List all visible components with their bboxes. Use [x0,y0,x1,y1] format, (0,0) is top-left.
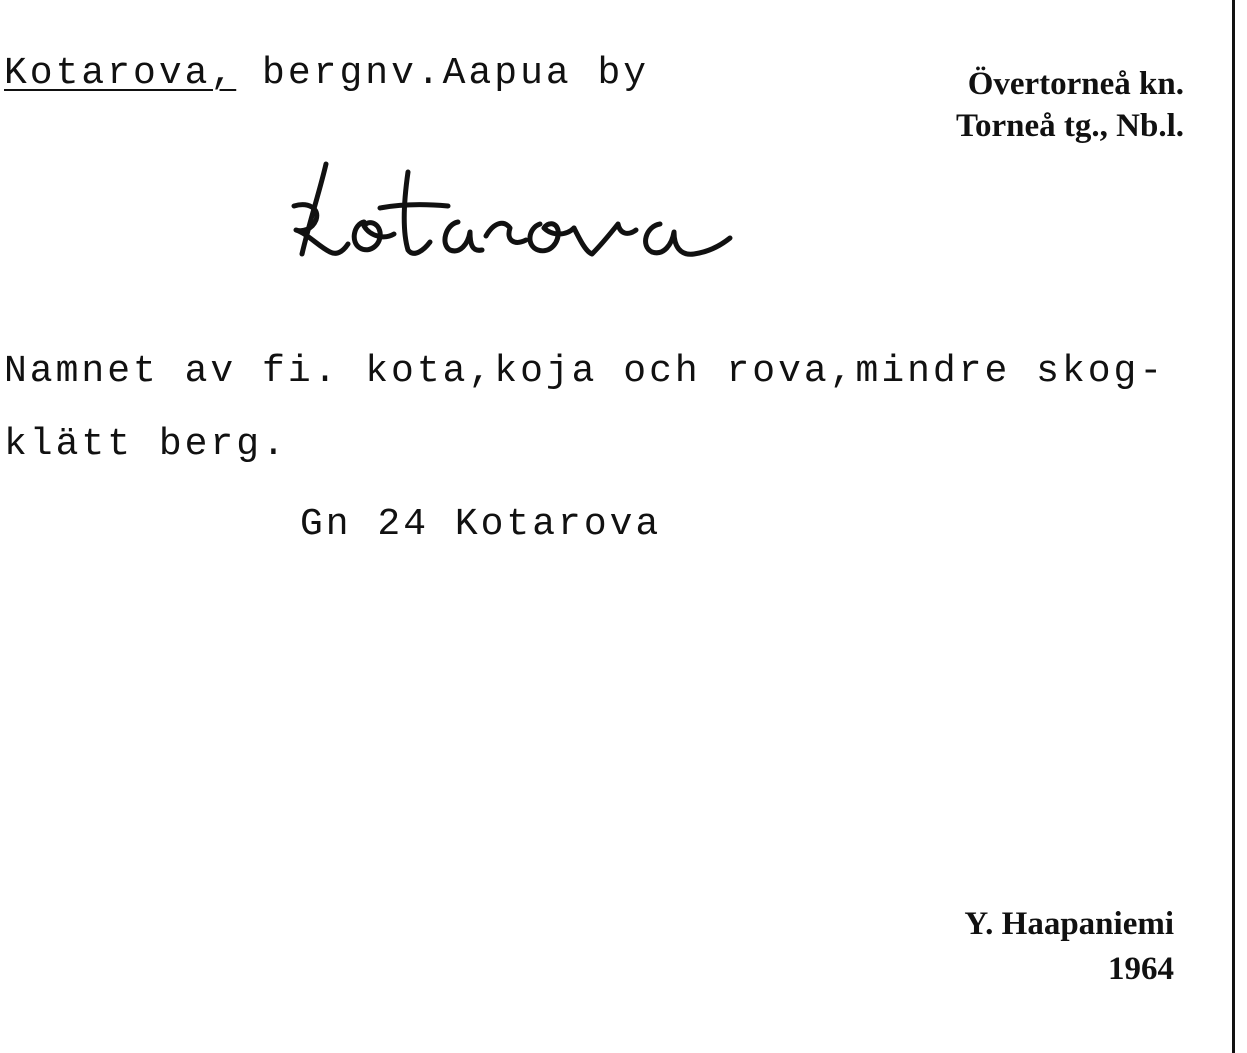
place-description: bergnv.Aapua by [262,52,650,95]
handwritten-name [268,150,768,285]
author-name: Y. Haapaniemi [964,906,1174,942]
etymology-line-1: Namnet av fi. kota,koja och rova,mindre skog- [4,350,1166,393]
etymology-line-2: klätt berg. [4,423,288,466]
map-reference: Gn 24 Kotarova [300,503,662,546]
parish-label: Övertorneå kn. [967,66,1184,102]
handwriting-signature [268,150,768,285]
card-border [1232,0,1235,1053]
district-label: Torneå tg., Nb.l. [956,108,1184,144]
card-heading [4,52,649,95]
place-name: Kotarova, [4,52,237,95]
record-year: 1964 [1108,951,1174,987]
